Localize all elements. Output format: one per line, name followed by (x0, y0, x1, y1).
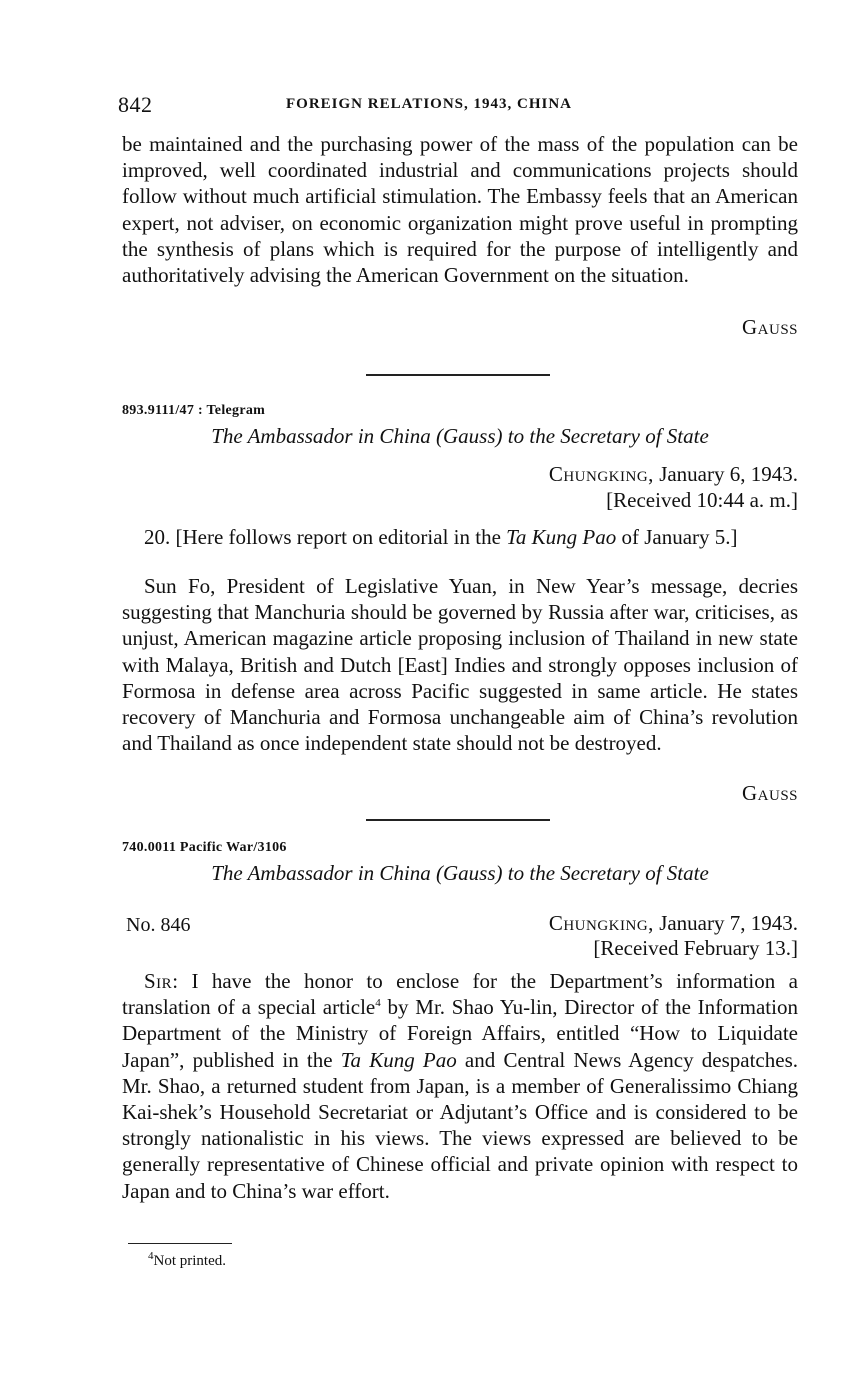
para1-newspaper-title: Ta Kung Pao (506, 525, 617, 549)
date-1: January 6, 1943. (659, 462, 798, 486)
signature-gauss-1: Gauss (741, 315, 798, 339)
paragraph-sun-fo: Sun Fo, President of Legislative Yuan, in New Year’s message, decries suggesting that Manchuria should be governed by Russia after war, criticises, as unjust, American magazine article proposing inclusion of Thailand in new state with Malaya, British and Dutch [East] Indies and strongly opposes inclusion of Formosa in defense area across Pacific suggested in same article. He states recovery of Manchuria and Formosa unchangeable aim of China’s revolution and Thailand as once independent state should not be destroyed. (122, 574, 798, 756)
document-title-1: The Ambassador in China (Gauss) to the Secretary of State (211, 424, 709, 448)
paragraph-despatch-body (122, 968, 798, 1204)
despatch-number: No. 846 (126, 914, 191, 936)
paragraph-editorial-report (122, 524, 798, 550)
body-text-b: by Mr. Shao Yu-lin, Director of the Information Department of the Ministry of Foreign Affairs, entitled “How to Liquidate Japan”, published in the (122, 995, 798, 1072)
received-1: [Received 10:44 a. m.] (606, 488, 798, 512)
page-number: 842 (118, 92, 153, 117)
body-text-a: : I have the honor to enclose for the Department’s information a translation of a special article (122, 969, 798, 1020)
body-text-c: and Central News Agency despatches. Mr. Shao, a returned student from Japan, is a member of Generalissimo Chiang Kai-shek’s Household Secretariat or Adjutant’s Office and is considered to be strongly nationalistic in his views. The views expressed are believed to be generally representative of Chinese official and private opinion with respect to Japan and to China’s war effort. (122, 1047, 798, 1203)
footnote-text: Not printed. (153, 1253, 226, 1269)
file-number-2: 740.0011 Pacific War/3106 (122, 840, 287, 855)
file-number-1: 893.9111/47 : Telegram (122, 403, 266, 418)
place-1: Chungking, (548, 462, 654, 486)
footnote-marker: 4 (148, 1250, 154, 1262)
running-header (118, 92, 800, 120)
place-2: Chungking, (548, 911, 654, 935)
received-2: [Received February 13.] (593, 936, 798, 960)
dateline-2 (122, 910, 798, 936)
signature-gauss-2: Gauss (741, 781, 798, 805)
section-divider-2 (366, 819, 550, 821)
dateline-1 (122, 461, 798, 487)
para1-text-b: of January 5.] (616, 525, 738, 549)
salutation: Sir (144, 969, 173, 993)
document-title-2: The Ambassador in China (Gauss) to the Secretary of State (211, 861, 709, 885)
date-2: January 7, 1943. (659, 911, 798, 935)
footnote-divider (128, 1243, 232, 1244)
para1-text-a: 20. [Here follows report on editorial in the (144, 525, 507, 549)
footnote (148, 1250, 226, 1270)
footnote-reference: 4 (375, 997, 381, 1010)
running-title: FOREIGN RELATIONS, 1943, CHINA (286, 96, 573, 112)
section-divider-1 (366, 374, 550, 376)
continuation-paragraph: be maintained and the purchasing power of the mass of the population can be improved, well coordinated industrial and communications projects should follow without much artificial stimulation. The Embassy feels that an American expert, not adviser, on economic organization might prove useful in prompting the synthesis of plans which is required for the purpose of intelligently and authoritatively advising the American Government on the situation. (122, 132, 798, 288)
body-newspaper-title: Ta Kung Pao (340, 1047, 457, 1072)
